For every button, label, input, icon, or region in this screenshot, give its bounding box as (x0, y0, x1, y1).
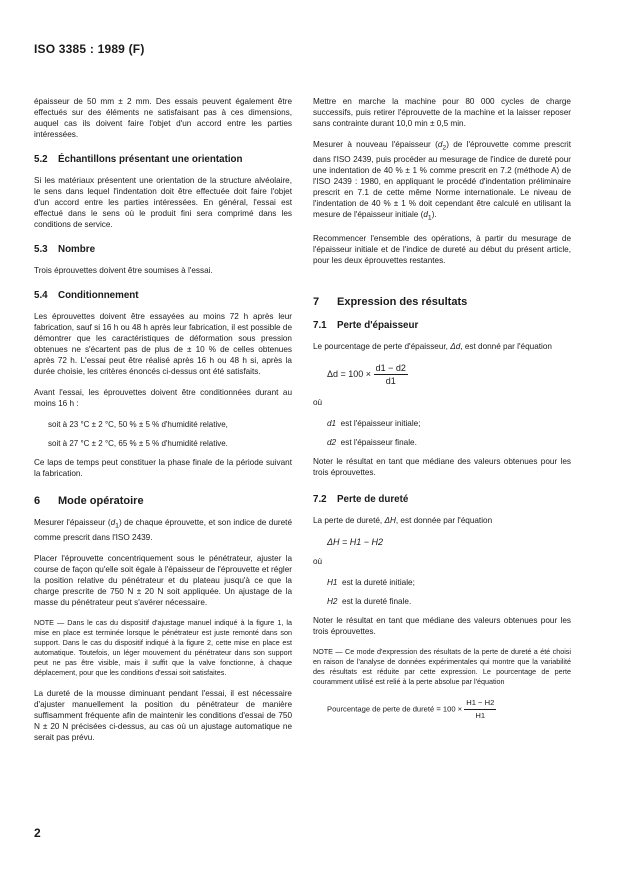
where-label: où (313, 557, 323, 567)
definition-h2 (327, 596, 571, 607)
right-column (313, 96, 571, 722)
fraction (374, 362, 408, 387)
condition-1: soit à 23 °C ± 2 °C, 50 % ± 5 % d'humidité relative, (48, 420, 228, 429)
section-number: 7 (313, 296, 320, 309)
symbol: d2 (327, 438, 337, 448)
section-title: Perte de dureté (337, 494, 409, 506)
section-5-2-heading (34, 154, 292, 165)
section-6-heading (34, 495, 292, 507)
symbol: d (110, 518, 116, 527)
equation-hardness-loss (327, 536, 571, 548)
section-5-3-text: Trois éprouvettes doivent être soumises à l'essai. (34, 266, 213, 275)
subscript: 1 (427, 214, 432, 222)
definition-text: est la dureté finale. (342, 597, 412, 607)
section-number: 6 (34, 495, 41, 507)
section-title: Expression des résultats (337, 296, 468, 309)
section-5-4-text-a: Les éprouvettes doivent être essayées au moins 72 h après leur fabrication, sauf si 16 h ou 48 h après leur fabrication, il est possible de démontrer que les caractéristiques de déformation sous pression obtenues ne s'écartent pas de plus de ± 10 % de celles obtenues après 72 h. L'essai peut être réalisé après 16 h ou 48 h si, après la durée choisie, les critères énoncés ci-dessus ont été satisfaits. (34, 312, 292, 376)
section-number: 7.2 (313, 494, 327, 506)
text-run: ). (431, 209, 437, 219)
definition-text: est l'épaisseur initiale; (340, 419, 421, 429)
text-run: , est donné par l'équation (460, 342, 552, 352)
section-title: Nombre (58, 244, 96, 255)
text-run: Le pourcentage de perte d'épaisseur, (313, 342, 451, 352)
note-figure-adjustment: NOTE — Dans le cas du dispositif d'ajustage manuel indiqué à la figure 1, la mise en place est terminée lorsque le pénétrateur est juste remonté dans son support. Dans le cas du dispositif indiqué à la figure 2, cette mise en place est automatique. Toutefois, un léger mouvement du pénétrateur dans son support peut ne pas être visible, mais il suffit que la valve fonctionne, à chaque déplacement, pour que les conditions d'essai soit satisfaites. (34, 617, 292, 677)
symbol: H2 (327, 597, 338, 607)
section-6-text-b: Placer l'éprouvette concentriquement sous le pénétrateur, ajuster la course de façon qu'elle soit égale à l'épaisseur de l'éprouvette et régler la position relative du pénétrateur et du plateau jusqu'à ce que la charge prescrite de 750 N ± 20 N soit appliquée. Un ajustage de la masse du pénétrateur peut s'avérer nécessaire. (34, 553, 292, 607)
measure-paragraph (313, 139, 571, 223)
note-hardness-expression: NOTE — Ce mode d'expression des résultats de la perte de dureté a été choisi en raison de l'analyse de données expérimentales qui montre que la variabilité des résultats est réduite par cette expression. Le pourcentage de perte couramment utilisé est relié à la perte absolue par l'équation (313, 647, 571, 687)
symbol: d (437, 140, 443, 149)
definition-d1 (327, 418, 571, 429)
section-7-1-heading (313, 320, 571, 331)
definition-d2 (327, 437, 571, 448)
text-run: ) de chaque éprouvette, et son indice de dureté comme prescrit dans l'ISO 2439. (34, 518, 293, 542)
equation-thickness-loss (327, 362, 571, 387)
symbol: d (423, 209, 428, 219)
section-number: 7.1 (313, 320, 327, 332)
text-run: Mesurer à nouveau l'épaisseur ( (313, 140, 438, 149)
section-5-4-text-c: Ce laps de temps peut constituer la phase finale de la période suivant la fabrication. (34, 458, 292, 478)
definition-text: est l'épaisseur finale. (340, 438, 417, 448)
subscript: 1 (115, 522, 119, 530)
page-number: 2 (34, 826, 41, 840)
equation-percentage-loss (327, 697, 571, 722)
continued-paragraph: épaisseur de 50 mm ± 2 mm. Des essais peuvent également être effectués sur des éléments ne satisfaisant pas à ces dimensions, auquel cas ils doivent faire l'objet d'un accord entre les parties intéressées. (34, 97, 292, 139)
section-7-1-intro (313, 341, 571, 352)
section-7-1-note: Noter le résultat en tant que médiane des valeurs obtenues pour les trois éprouvettes. (313, 457, 571, 478)
equation-text: ΔH = H1 − H2 (327, 537, 384, 548)
section-5-2-text: Si les matériaux présentent une orientation de la structure alvéolaire, le sens dans lequel l'indentation doit être effectuée doit faire l'objet d'un accord entre les parties intéressées. En général, l'essai est effectué dans le sens où le produit fini sera comprimé dans les conditions de service. (34, 176, 292, 229)
definition-text: est la dureté initiale; (342, 578, 415, 588)
where-label: où (313, 398, 323, 408)
section-title: Échantillons présentant une orientation (58, 154, 243, 165)
section-7-2-heading (313, 494, 571, 505)
section-7-heading (313, 296, 571, 308)
subscript: 2 (442, 144, 447, 152)
section-number: 5.2 (34, 154, 48, 165)
fraction-numerator: H1 − H2 (464, 697, 496, 710)
text-run: , est donnée par l'équation (395, 516, 493, 526)
section-5-4-heading (34, 290, 292, 301)
continued-paragraph: Mettre en marche la machine pour 80 000 cycles de charge successifs, puis retirer l'éprouvette de la machine et la laisser reposer sans contrainte durant 10,0 min ± 0,5 min. (313, 97, 571, 128)
section-title: Mode opératoire (58, 495, 144, 507)
section-6-text-a (34, 517, 292, 543)
symbol: H1 (327, 578, 338, 588)
symbol: ΔH (384, 516, 396, 526)
section-6-text-c: La dureté de la mousse diminuant pendant l'essai, il est nécessaire d'ajuster manuellement la position du pénétrateur de manière suffisamment fréquente afin de maintenir les conditions d'essai de 750 N ± 20 N précisées ci-dessus, au cas où un ajustage automatique ne serait pas prévu. (34, 688, 292, 742)
section-7-2-intro (313, 515, 571, 526)
equation-lhs: Pourcentage de perte de dureté = 100 × (327, 704, 463, 714)
text-run: ) de l'éprouvette comme prescrit dans l'ISO 2439, puis procéder au mesurage de l'indice de dureté pour une indentation de 40 % ± 1 % comme prescrit en 7.2 (méthode A) de l'ISO 2439 : 1980, en appliquant le procédé d'indentation préliminaire prescrit en 7.1 de cette même Norme internationale. Le niveau de l'indentation de 40 % ± 1 % doit cependant être calculé en utilisant la mesure de l'épaisseur initiale ( (313, 140, 571, 219)
section-7-2-note: Noter le résultat en tant que médiane des valeurs obtenues pour les trois éprouvettes. (313, 616, 571, 637)
left-column (34, 96, 292, 753)
section-number: 5.4 (34, 290, 48, 301)
fraction-denominator: d1 (385, 376, 396, 387)
repeat-paragraph: Recommencer l'ensemble des opérations, à partir du mesurage de l'épaisseur initiale et de l'indice de dureté au début du présent article, pour les deux éprouvettes restantes. (313, 234, 571, 266)
section-title: Perte d'épaisseur (337, 320, 419, 332)
symbol: Δd (450, 342, 461, 352)
text-run: La perte de dureté, (313, 516, 385, 526)
section-number: 5.3 (34, 244, 48, 255)
section-title: Conditionnement (58, 290, 139, 301)
condition-2: soit à 27 °C ± 2 °C, 65 % ± 5 % d'humidité relative. (48, 439, 228, 448)
fraction-denominator: H1 (475, 711, 486, 721)
fraction (464, 697, 496, 722)
section-5-3-heading (34, 244, 292, 255)
page-header: ISO 3385 : 1989 (F) (34, 42, 145, 56)
equation-lhs: Δd = 100 × (327, 369, 372, 380)
definition-h1 (327, 577, 571, 588)
symbol: d1 (327, 419, 337, 429)
text-run: Mesurer l'épaisseur ( (34, 518, 111, 527)
section-5-4-text-b: Avant l'essai, les éprouvettes doivent être conditionnées durant au moins 16 h : (34, 388, 292, 408)
fraction-numerator: d1 − d2 (375, 363, 406, 374)
